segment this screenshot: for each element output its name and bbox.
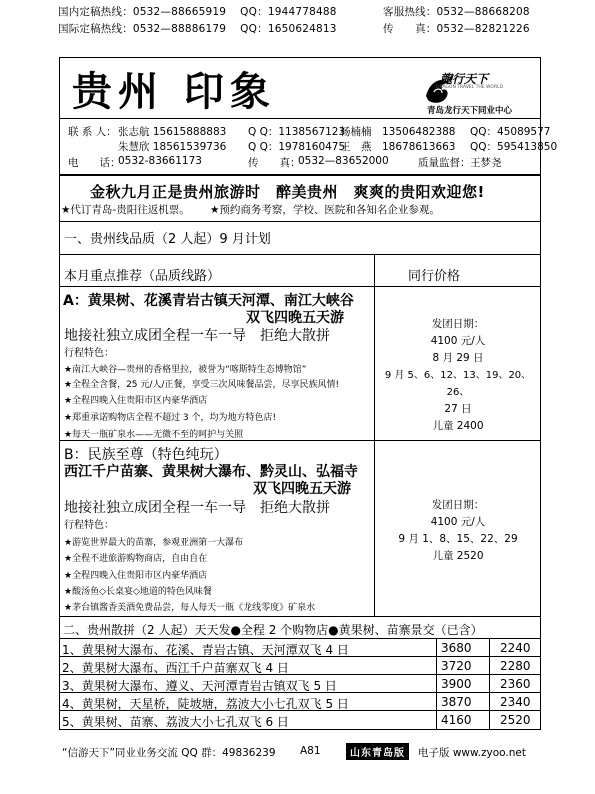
child-price: 2340: [500, 695, 531, 709]
routeA-feature: ★每天一瓶矿泉水——无微不至的呵护与关照: [64, 430, 244, 440]
hotline-intl-qq: 1650624813: [267, 23, 337, 35]
divider: [59, 221, 541, 222]
phone-number: 0532-83661173: [118, 155, 202, 167]
page-title: 贵州 印象: [72, 68, 276, 115]
hotline-intl-label: 国际定稿热线：: [58, 23, 133, 35]
contact-qq-4: QQ：595413850: [470, 141, 558, 153]
hotline-domestic-phone: 0532—88665919: [132, 6, 227, 18]
departure-dates: 9 月 1、8、15、22、29: [398, 533, 518, 545]
col-left-header: 本月重点推荐（品质线路）: [64, 269, 221, 284]
child-price: 儿童 2520: [432, 550, 484, 562]
adult-price: 4160: [441, 713, 472, 727]
adult-price: 3720: [441, 659, 472, 673]
column-divider: [436, 638, 437, 730]
hotline-fax: [383, 21, 530, 36]
divider: [59, 254, 541, 255]
column-divider: [374, 254, 375, 616]
table-row: 3、黄果树大瀑布、遵义、天河潭青岩古镇双飞 5 日: [62, 679, 337, 693]
routeB-sub2: 双飞四晚五天游: [253, 481, 351, 497]
child-price: 2520: [500, 713, 531, 727]
logo-text: 龍行天下: [440, 72, 489, 86]
routeA-feature: ★全程全含餐，25 元/人/正餐，享受三次风味餐品尝，尽享民族风情!: [64, 380, 340, 390]
contact-qq-1: Q Q：1138567123: [248, 126, 346, 138]
adult-price: 3680: [441, 641, 472, 655]
child-price: 2240: [500, 641, 531, 655]
hotline-intl-phone: 0532—88886179: [132, 23, 227, 35]
fax-number: 0532—83652000: [298, 155, 389, 167]
routeB-price: [376, 497, 540, 565]
quality-name: 王梦尧: [470, 157, 502, 169]
table-row: 5、黄果树、苗寨、荔波大小七孔双飞 6 日: [62, 715, 289, 729]
routeA-price: [376, 316, 540, 435]
logo-subtext: DRAGON TRAVEL THE WORLD: [436, 85, 504, 90]
routeB-features-label: 行程特色：: [64, 520, 114, 531]
hotline-intl-qq-label: QQ：: [240, 23, 268, 35]
routeA-features-label: 行程特色：: [64, 348, 114, 359]
contact-person-1: 张志航 15615888883: [118, 126, 227, 138]
hotline-fax-phone: 0532—82821226: [436, 23, 530, 35]
contact-qq-2: QQ：45089577: [470, 126, 551, 138]
note-business: ★预约商务考察，学校、医院和各知名企业参观。: [210, 204, 440, 216]
divider: [59, 638, 541, 639]
contact-qq-3: Q Q：1978160475: [248, 141, 346, 153]
departure-dates: 8 月 29 日: [432, 352, 484, 364]
contact-label: 联 系 人：: [68, 126, 117, 138]
child-price: 2360: [500, 677, 531, 691]
col-right-header: 同行价格: [408, 269, 461, 284]
contact-person-3: 朱慧欣 18561539736: [118, 141, 227, 153]
contact-person-4: 王 燕 18678613663: [340, 141, 456, 153]
divider: [59, 692, 541, 693]
divider: [59, 440, 541, 441]
routeA-feature: ★全程四晚入住贵阳市区内豪华酒店: [64, 396, 208, 406]
routeB-feature: ★全程不进旅游购物商店，自由自在: [64, 554, 208, 564]
child-price: 儿童 2400: [432, 420, 484, 432]
table-row: 4、黄果树，天星桥，陡坡塘，荔波大小七孔双飞 5 日: [62, 697, 349, 711]
phone-label: 电 话：: [68, 157, 121, 169]
footer-website: 电子版 www.zyoo.net: [418, 747, 526, 759]
hotline-service-phone: 0532—88668208: [436, 6, 530, 18]
routeB-sub1: 西江千户苗寨、黄果树大瀑布、黔灵山、弘福寺: [64, 464, 358, 480]
hotline-service: [383, 4, 530, 19]
routeA-feature: ★郑重承诺购物店全程不超过 3 个，均为地方特色店!: [64, 413, 277, 423]
table-row: 1、黄果树大瀑布、花溪、青岩古镇、天河潭双飞 4 日: [62, 643, 349, 657]
footer-qq-group: “信游天下”同业业务交流 QQ 群：49836239: [62, 747, 276, 759]
routeB-feature: ★酸汤鱼◇长桌宴◇地道的特色风味餐: [64, 587, 212, 597]
table-row: 2、黄果树大瀑布、西江千户苗寨双飞 4 日: [62, 661, 289, 675]
hotline-domestic: [58, 4, 337, 19]
contact-person-2: 杨楠楠 13506482388: [340, 126, 456, 138]
routeB-desc: 地接社独立成团全程一车一导 拒绝大散拼: [64, 500, 330, 516]
edition-badge: 山东青岛版: [346, 743, 409, 760]
divider: [59, 174, 541, 176]
divider: [59, 656, 541, 657]
adult-price: 3870: [441, 695, 472, 709]
promo-banner: 金秋九月正是贵州旅游时 醉美贵州 爽爽的贵阳欢迎您!: [90, 183, 485, 201]
note-flight: ★代订青岛-贵阳往返机票。: [61, 204, 190, 216]
routeA-desc: 地接社独立成团全程一车一导 拒绝大散拼: [64, 328, 330, 344]
section1-title: 一、贵州线品质（2 人起）9 月计划: [64, 232, 271, 247]
divider: [59, 674, 541, 675]
routeB-title: B：民族至尊（特色纯玩）: [64, 447, 228, 463]
divider: [59, 286, 541, 287]
quality-label: 质量监督：: [418, 157, 471, 169]
child-price: 2280: [500, 659, 531, 673]
divider: [59, 710, 541, 711]
adult-price: 3900: [441, 677, 472, 691]
routeB-feature: ★游览世界最大的苗寨，参观亚洲第一大瀑布: [64, 538, 244, 548]
hotline-domestic-label: 国内定稿热线：: [58, 6, 133, 18]
price: 4100 元/人: [430, 335, 486, 347]
routeA-title: A：黄果树、花溪青岩古镇天河潭、南江大峡谷: [63, 293, 354, 309]
logo-center-name: 青岛龙行天下同业中心: [427, 106, 513, 116]
price: 4100 元/人: [430, 516, 486, 528]
hotline-intl: [58, 21, 337, 36]
column-divider: [489, 638, 490, 730]
departure-dates: 9 月 5、6、12、13、19、20、26、: [384, 370, 532, 398]
page-number: A81: [300, 745, 321, 757]
departure-label: 发团日期：: [431, 318, 485, 330]
routeB-feature: ★茅台镇酱香美酒免费品尝，每人每天一瓶《龙线零度》矿泉水: [64, 603, 316, 613]
routeA-feature: ★南江大峡谷—贵州的香格里拉，被誉为“喀斯特生态博物馆”: [64, 365, 307, 375]
departure-dates: 27 日: [444, 403, 472, 415]
hotline-service-label: 客服热线：: [383, 6, 437, 18]
hotline-domestic-qq-label: QQ：: [240, 6, 268, 18]
hotline-domestic-qq: 1944778488: [267, 6, 337, 18]
fax-label: 传 真：: [248, 157, 301, 169]
divider: [59, 616, 541, 617]
section2-title: 二、贵州散拼（2 人起）天天发●全程 2 个购物店●黄果树、苗寨景交（已含）: [63, 623, 483, 637]
departure-label: 发团日期：: [431, 499, 485, 511]
routeB-feature: ★全程四晚入住贵阳市区内豪华酒店: [64, 571, 208, 581]
routeA-sub: 双飞四晚五天游: [246, 310, 344, 326]
hotline-fax-label: 传 真：: [383, 23, 437, 35]
